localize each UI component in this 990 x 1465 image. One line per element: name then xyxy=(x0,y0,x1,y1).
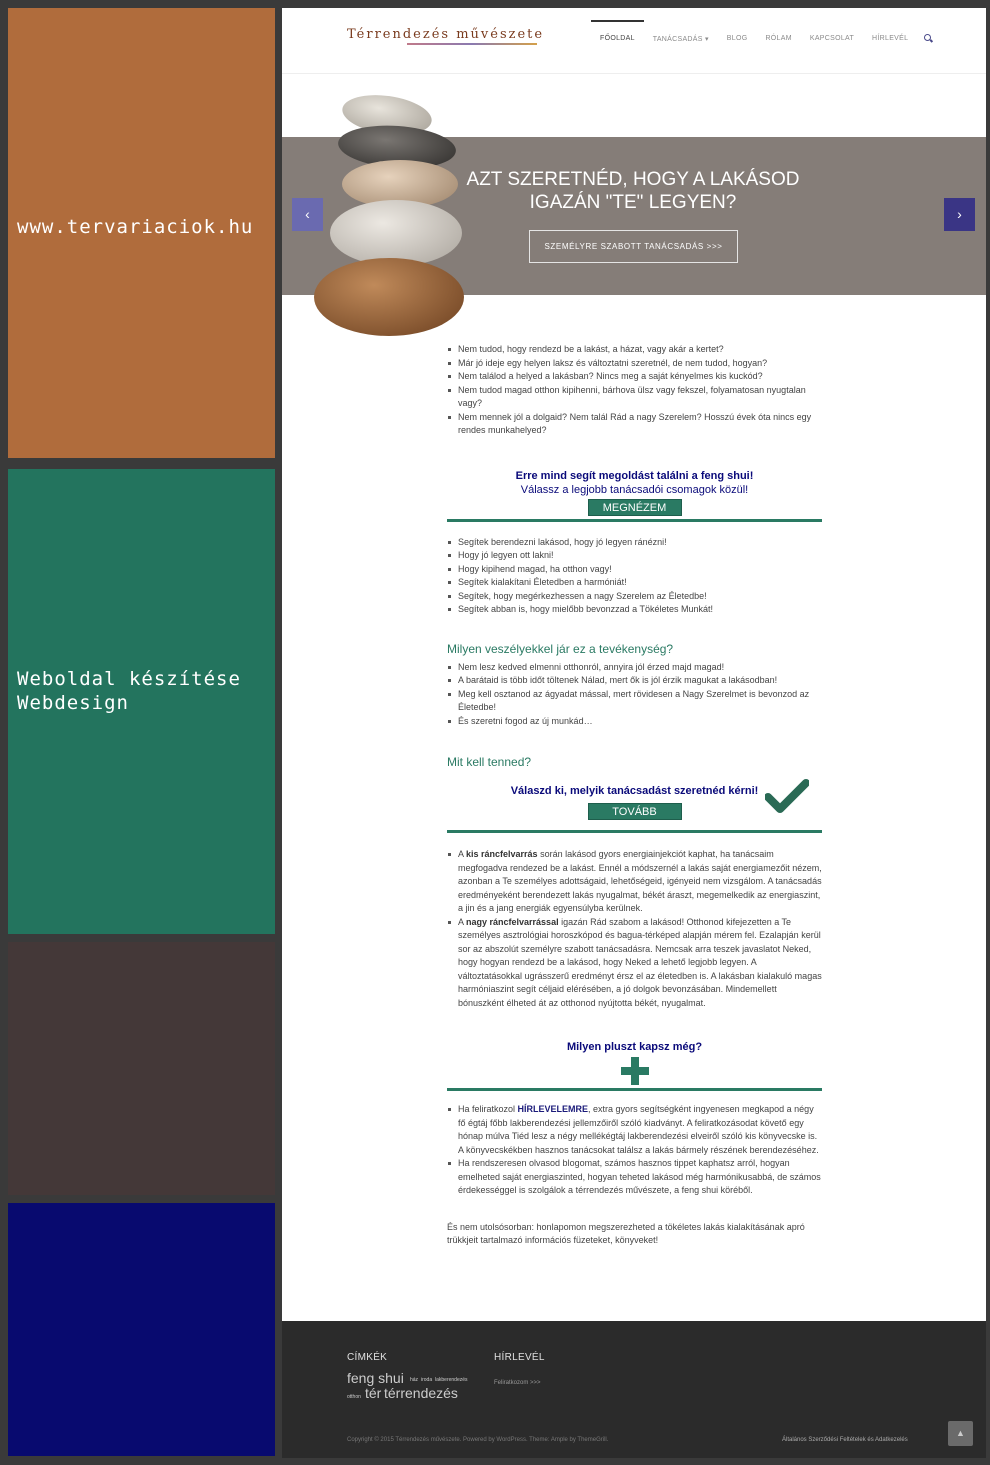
danger-heading: Milyen veszélyekkel jár ez a tevékenység? xyxy=(447,641,674,656)
todo-heading: Mit kell tenned? xyxy=(447,755,532,769)
plus-list xyxy=(447,1103,822,1198)
nav-contact[interactable]: KAPCSOLAT xyxy=(809,35,855,42)
closing-text: És nem utolsósorban: honlapomon megszerezheted a tökéletes lakás kialakításának apró trükkjeit tartalmazó információs füzeteket, könyveket! xyxy=(447,1221,805,1245)
brown-panel xyxy=(8,8,275,458)
nav-blog[interactable]: BLOG xyxy=(726,35,748,42)
list-item: Segítek kialakítani Életedben a harmóniát! xyxy=(447,576,822,590)
scroll-to-top-button[interactable]: ▲ xyxy=(948,1421,973,1446)
tag-otthon[interactable]: otthon xyxy=(347,1394,361,1400)
nav-consulting[interactable]: TANÁCSADÁS ▾ xyxy=(652,36,709,43)
list-item: Nem találod a helyed a lakásban? Nincs meg a saját kényelmes kis kuckód? xyxy=(447,370,822,384)
tovabb-button[interactable]: TOVÁBB xyxy=(588,803,682,820)
choose-consulting-title: Válaszd ki, melyik tanácsadást szeretnéd kérni! xyxy=(510,785,759,797)
list-item: A barátaid is több időt töltenek Nálad, mert ők is jól érzik magukat a lakásodban! xyxy=(447,674,822,688)
checkmark-icon xyxy=(765,778,809,814)
tag-lakberendezes[interactable]: lakberendezés xyxy=(435,1377,468,1383)
logo-underline xyxy=(407,43,537,45)
nav-about[interactable]: RÓLAM xyxy=(765,35,792,42)
intro-list xyxy=(447,343,822,438)
tag-feng-shui[interactable]: feng shui xyxy=(347,1370,404,1386)
tag-iroda[interactable]: iroda xyxy=(421,1377,433,1383)
panel-url-text: www.tervariaciok.hu xyxy=(17,216,254,238)
list-item: Nem lesz kedved elmenni otthonról, annyira jól érzed majd magad! xyxy=(447,661,822,675)
main-nav xyxy=(591,20,935,62)
subscribe-link[interactable]: Feliratkozom >>> xyxy=(494,1380,541,1386)
list-item: Segítek abban is, hogy mielőbb bevonzzad a Tökéletes Munkát! xyxy=(447,603,822,617)
page-content xyxy=(447,343,822,1248)
website-preview xyxy=(282,8,986,1458)
plus-icon xyxy=(620,1056,650,1086)
list-item: Hogy kipihend magad, ha otthon vagy! xyxy=(447,563,822,577)
dark-brown-panel xyxy=(8,942,275,1195)
list-item: Nem mennek jól a dolgaid? Nem talál Rád a nagy Szerelem? Hosszú évek óta nincs egy rendes munkahelyed? xyxy=(447,411,822,438)
offers-list xyxy=(447,848,822,1010)
tags-heading: CÍMKÉK xyxy=(347,1352,388,1363)
blog-benefit-item: Ha rendszeresen olvasod blogomat, számos hasznos tippet kaphatsz arról, hogyan emelheted saját energiaszinted, hogyan teheted lakásod még harmónikusabbá, de számos érdekességgel is szolgálok a térrendezés művészete, a feng shui köréből. xyxy=(447,1157,822,1198)
navy-panel xyxy=(8,1203,275,1456)
list-item: Segítek berendezni lakásod, hogy jó legyen ránézni! xyxy=(447,536,822,550)
big-facelift-item: A nagy ráncfelvarrással igazán Rád szabom a lakásod! Otthonod kifejezetten a Te személyes asztrológiai horoszkópod és bagua-térképed alapján mérem fel. Ezalapján kerül sor az abszolút személyre szabott tanácsadásra. Nemcsak arra teszek javaslatot Neked, hogy hogyan rendezd be a lakásod, hogy Neked a lehető legjobb legyen. A változtatásokkal ugrásszerű eredményt érsz el az életedben is. A lakásban kialakuló magas harmóniaszint segít céljaid elérésében, a jó dolgok bevonzásában. Mindemellett bónuszként élheted át az otthonod nyújtotta békét, nyugalmat. xyxy=(447,916,822,1011)
help-list xyxy=(447,536,822,617)
megnezem-button[interactable]: MEGNÉZEM xyxy=(588,499,682,516)
newsletter-heading: HÍRLEVÉL xyxy=(494,1352,545,1363)
small-facelift-item: A kis ráncfelvarrás során lakásod gyors energiainjekciót kaphat, ha tanácsaim megfogadva rendezed be a lakást. Ennél a módszernél a lakás saját energiamezőit nézem, azonban a Te személyes adottságaid, lehetőségeid, igényeid nem vizsgálom. A tanácsadás eredményeként berendezett lakás nyugalmat, békét áraszt, megemelkedik az energiaszint, a jin és a jang energiák egyensúlyba kerülnek. xyxy=(447,848,822,916)
tag-ter[interactable]: tér xyxy=(365,1385,382,1401)
feng-shui-cta-title: Erre mind segít megoldást találni a feng shui! xyxy=(515,469,754,482)
panel-service-text: Weboldal készítése Webdesign xyxy=(17,668,241,714)
list-item: Nem tudod, hogy rendezd be a lakást, a házat, vagy akár a kertet? xyxy=(447,343,822,357)
plus-title: Milyen pluszt kapsz még? xyxy=(566,1041,703,1053)
copyright-text: Copyright © 2015 Térrendezés művészete. Powered by WordPress. Theme: Ample by ThemeGrill. xyxy=(347,1437,609,1443)
terms-link[interactable]: Általános Szerződési Feltételek és Adatkezelés xyxy=(782,1437,908,1443)
slider-prev-button[interactable]: ‹ xyxy=(292,198,323,231)
search-icon[interactable] xyxy=(921,31,935,45)
tag-haz[interactable]: ház xyxy=(410,1377,419,1383)
list-item: Meg kell osztanod az ágyadat mással, mert rövidesen a Nagy Szerelmet is bevonzod az Életedbe! xyxy=(447,688,822,715)
site-logo[interactable]: Térrendezés művészete xyxy=(347,27,545,42)
list-item: Már jó ideje egy helyen laksz és változtatni szeretnél, de nem tudod, hogyan? xyxy=(447,357,822,371)
list-item: És szeretni fogod az új munkád… xyxy=(447,715,822,729)
personalized-consulting-button[interactable]: SZEMÉLYRE SZABOTT TANÁCSADÁS >>> xyxy=(529,230,738,263)
tag-terrendezes[interactable]: térrendezés xyxy=(384,1385,458,1401)
nav-newsletter[interactable]: HÍRLEVÉL xyxy=(872,35,909,42)
green-panel xyxy=(8,469,275,934)
newsletter-benefit-item: Ha feliratkozol HÍRLEVELEMRE, extra gyors segítségként ingyenesen megkapod a négy fő égtáj főbb lakberendezési jellemzőiről szóló kiadványt. A feliratkozásodat követő egy hónap múlva Tiéd lesz a négy mellékégtáj lakberendezési elveiről szóló kis könyvecske is. A könyvecskékben hasznos tanácsokat találsz a lakás bármely részének berendezéséhez. xyxy=(447,1103,822,1157)
hero-title: AZT SZERETNÉD, HOGY A LAKÁSOD IGAZÁN "TE" LEGYEN? xyxy=(466,169,800,213)
nav-home[interactable]: FŐOLDAL xyxy=(591,20,644,62)
danger-list xyxy=(447,661,822,729)
slider-next-button[interactable]: › xyxy=(944,198,975,231)
feng-shui-cta-subtitle: Válassz a legjobb tanácsadói csomagok közül! xyxy=(520,483,749,496)
list-item: Nem tudod magad otthon kipihenni, bárhova ülsz vagy fekszel, folyamatosan nyugtalan vagy? xyxy=(447,384,822,411)
list-item: Hogy jó legyen ott lakni! xyxy=(447,549,822,563)
list-item: Segítek, hogy megérkezhessen a nagy Szerelem az Életedbe! xyxy=(447,590,822,604)
site-header xyxy=(282,8,986,74)
site-footer xyxy=(282,1321,986,1458)
